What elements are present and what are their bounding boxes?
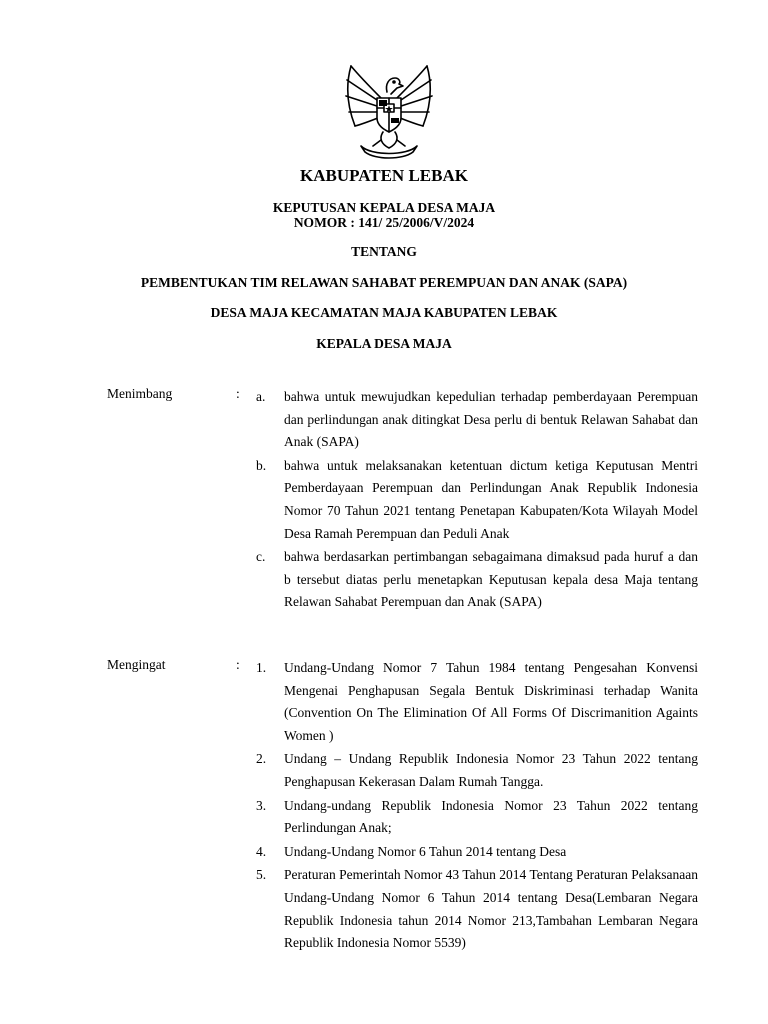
decree-location: DESA MAJA KECAMATAN MAJA KABUPATEN LEBAK [210, 305, 558, 320]
list-item [256, 455, 698, 545]
list-item [256, 657, 698, 747]
item-text: Undang-Undang Nomor 7 Tahun 1984 tentang Pengesahan Konvensi Mengenai Penghapusan Segala Bentuk Diskriminasi terhadap Wanita (Convention On The Elimination Of All Forms Of Discrimanition Againts Women ) [284, 660, 698, 743]
menimbang-colon: : [236, 386, 240, 401]
regency-title: KABUPATEN LEBAK [300, 166, 468, 185]
list-item [256, 795, 698, 840]
item-marker: 3. [256, 797, 267, 813]
item-marker: b. [256, 457, 267, 473]
item-text: Peraturan Pemerintah Nomor 43 Tahun 2014 Tentang Peraturan Pelaksanaan Undang-Undang Nomor 6 Tahun 2014 tentang Desa(Lembaran Negara Republik Indonesia tahun 2014 Nomor 213,Tambahan Lembaran Negara Republik Indonesia Nomor 5539) [284, 867, 698, 951]
decree-title: KEPUTUSAN KEPALA DESA MAJA [272, 200, 496, 215]
menimbang-list [256, 386, 698, 614]
item-marker: 1. [256, 660, 267, 675]
item-text: bahwa berdasarkan pertimbangan sebagaimana dimaksud pada huruf a dan b tersebut diatas perlu menetapkan Keputusan kepala desa Maja tentang Relawan Sahabat Perempuan dan Anak (SAPA) [284, 549, 698, 610]
mengingat-colon: : [236, 657, 240, 672]
item-marker: 5. [256, 867, 267, 883]
mengingat-label: Mengingat [107, 657, 166, 672]
decree-subject: PEMBENTUKAN TIM RELAWAN SAHABAT PEREMPUAN DAN ANAK (SAPA) [140, 275, 628, 290]
list-item [256, 841, 698, 864]
garuda-emblem-icon [343, 60, 435, 160]
list-item [256, 546, 698, 614]
item-marker: 2. [256, 751, 267, 767]
item-marker: c. [256, 549, 266, 565]
decree-heading [0, 200, 768, 230]
list-item [256, 386, 698, 454]
mengingat-list [256, 657, 698, 955]
item-text: bahwa untuk mewujudkan kepedulian terhadap pemberdayaan Perempuan dan perlindungan anak ditingkat Desa perlu di bentuk Relawan Sahabat dan Anak (SAPA) [284, 389, 698, 450]
item-marker: 4. [256, 843, 267, 859]
item-text: Undang-undang Republik Indonesia Nomor 23 Tahun 2022 tentang Perlindungan Anak; [284, 797, 698, 836]
issuing-official: KEPALA DESA MAJA [316, 336, 452, 351]
item-text: Undang – Undang Republik Indonesia Nomor 23 Tahun 2022 tentang Penghapusan Kekerasan Dalam Rumah Tangga. [284, 751, 698, 789]
item-text: Undang-Undang Nomor 6 Tahun 2014 tentang Desa [284, 843, 567, 859]
decree-number: NOMOR : 141/ 25/2006/V/2024 [293, 215, 475, 230]
about-label: TENTANG [351, 244, 417, 259]
list-item [256, 864, 698, 954]
item-text: bahwa untuk melaksanakan ketentuan dictum ketiga Keputusan Mentri Pemberdayaan Perempuan dan Perlindungan Anak Republik Indonesia Nomor 70 Tahun 2021 tentang Penetapan Kabupaten/Kota Wilayah Model Desa Ramah Perempuan dan Peduli Anak [284, 457, 698, 541]
item-marker: a. [256, 389, 266, 404]
menimbang-label: Menimbang [107, 386, 173, 401]
list-item [256, 748, 698, 793]
